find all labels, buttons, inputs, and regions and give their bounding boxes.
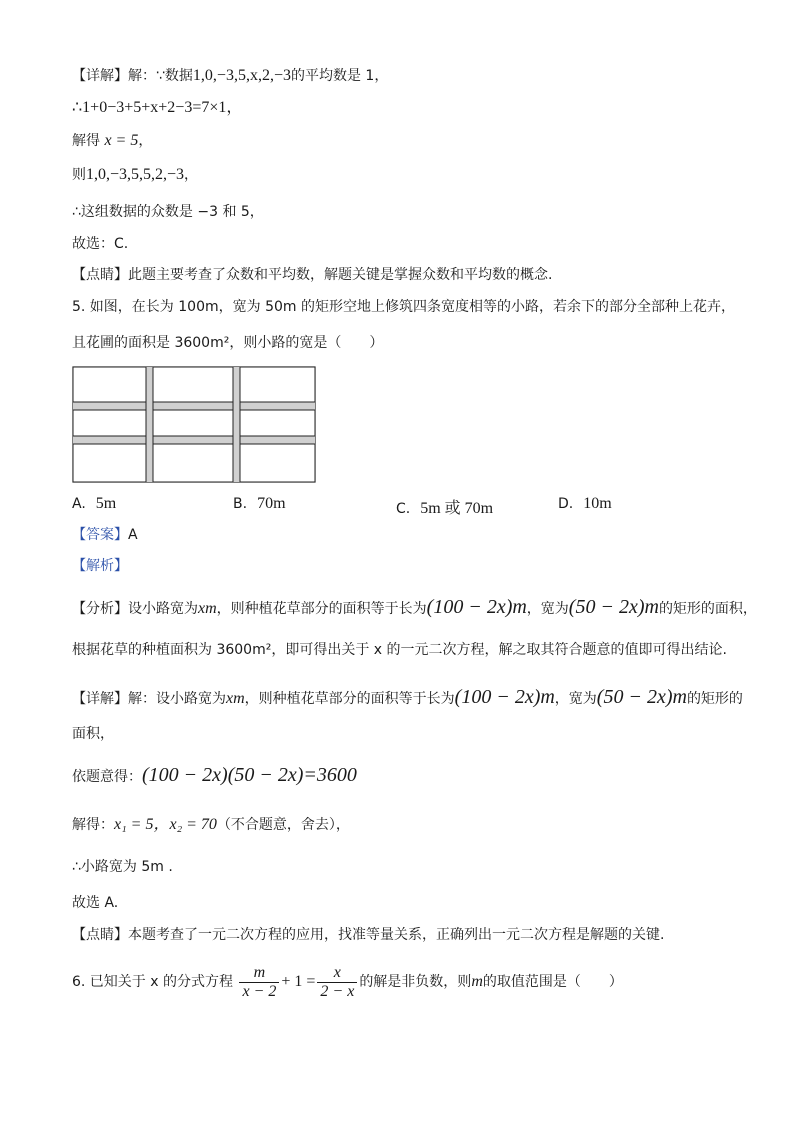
option-b[interactable] — [233, 495, 286, 513]
length-expr: (100 − 2x)m — [454, 686, 555, 708]
fenxi-text: ，宽为 — [526, 601, 569, 617]
plot — [240, 444, 315, 482]
option-letter: A. — [72, 496, 86, 512]
q5-stem-line-1: 5. 如图，在长为 100m，宽为 50m 的矩形空地上修筑四条宽度相等的小路，若余下的部分全部种上花卉， — [72, 299, 735, 315]
xiangjie-line-4 — [72, 816, 350, 834]
plot — [153, 410, 233, 436]
xiangjie-line-6: 故选 A. — [72, 895, 119, 911]
fraction-x-over-2-minus-x — [317, 964, 357, 1001]
xiangjie-text: ，则种植花草部分的面积等于长为 — [244, 691, 455, 707]
detail-line-3 — [72, 132, 152, 150]
dianjing-tag: 【点睛】 — [72, 927, 128, 943]
option-a[interactable] — [72, 495, 116, 513]
xiangjie-text: ，宽为 — [554, 691, 597, 707]
option-value: 5m — [95, 495, 117, 512]
path-width-var: xm — [198, 600, 217, 617]
option-value: 70m — [257, 495, 286, 512]
option-d[interactable] — [558, 495, 612, 513]
answer-line — [72, 526, 138, 544]
fenxi-line-1 — [72, 598, 757, 618]
q6-text: 的解是非负数，则 — [359, 974, 472, 990]
dianjing-text: 此题主要考查了众数和平均数，解题关键是掌握众数和平均数的概念. — [128, 267, 553, 283]
answer-value: A — [128, 527, 138, 543]
detail-line-1 — [72, 67, 388, 85]
roots-label: 解得： — [72, 817, 114, 833]
q5-figure — [72, 366, 316, 484]
option-letter: C. — [396, 501, 411, 517]
plot — [153, 367, 233, 402]
option-letter: B. — [233, 496, 248, 512]
width-expr: (50 − 2x)m — [568, 596, 659, 618]
length-expr: (100 − 2x)m — [426, 596, 527, 618]
xiangjie-text: 的矩形的 — [686, 691, 743, 707]
option-value: 10m — [583, 495, 612, 512]
solve-math: x = 5 — [104, 132, 139, 149]
q6-text: 的取值范围是（ ） — [482, 974, 623, 990]
width-expr: (50 − 2x)m — [596, 686, 687, 708]
q6-stem — [72, 962, 623, 1002]
dianjing-line — [72, 266, 552, 284]
plot — [73, 444, 146, 482]
xiangjie-line-2: 面积， — [72, 726, 114, 742]
detail-line-5: ∴这组数据的众数是 −3 和 5， — [72, 204, 264, 220]
plot — [153, 444, 233, 482]
fraction-numerator: m — [239, 964, 279, 983]
option-value: 5m 或 70m — [420, 500, 494, 517]
xiangjie-line-1 — [72, 688, 743, 708]
fraction-m-over-x-minus-2 — [239, 964, 279, 1001]
q6-var-m: m — [471, 973, 483, 990]
fraction-numerator: x — [317, 964, 357, 983]
option-c[interactable] — [396, 495, 493, 518]
horizontal-path-1 — [73, 402, 315, 410]
dianjing-text: 本题考查了一元二次方程的应用，找准等量关系，正确列出一元二次方程是解题的关键. — [128, 927, 665, 943]
horizontal-path-2 — [73, 436, 315, 444]
fenxi-line-2: 根据花草的种植面积为 3600m²，即可得出关于 x 的一元二次方程，解之取其符合题意的值即可得出结论. — [72, 642, 727, 658]
equation-label: 依题意得： — [72, 769, 142, 785]
detail-tail: 的平均数是 1， — [290, 68, 389, 84]
equation: (100 − 2x)(50 − 2x)=3600 — [142, 764, 357, 786]
plot — [73, 367, 146, 402]
roots-note: （不合题意，舍去）， — [216, 817, 350, 833]
option-letter: D. — [558, 496, 574, 512]
answer-tag: 【答案】 — [72, 527, 128, 543]
data-set: 1,0,−3,5,x,2,−3 — [192, 67, 291, 84]
detail-text: 解：∵数据 — [128, 68, 193, 84]
fenxi-text: ，则种植花草部分的面积等于长为 — [216, 601, 427, 617]
detail-line-4 — [72, 166, 198, 184]
then-label: 则 — [72, 167, 86, 183]
roots: x₁ = 5，x₂ = 70 — [114, 816, 217, 833]
plot — [240, 410, 315, 436]
q6-equals: + 1 = — [281, 973, 316, 990]
then-tail: ， — [184, 167, 199, 183]
vertical-path-1 — [146, 367, 153, 482]
q6-text: 6. 已知关于 x 的分式方程 — [72, 974, 233, 990]
q5-dianjing-line — [72, 926, 664, 944]
plot — [240, 367, 315, 402]
then-math: 1,0,−3,5,5,2,−3 — [86, 166, 185, 183]
analysis-tag: 【解析】 — [72, 558, 128, 574]
fenxi-tag: 【分析】 — [72, 601, 128, 617]
xiangjie-line-3 — [72, 766, 357, 786]
fenxi-text: 的矩形的面积， — [658, 601, 757, 617]
solve-tail: ， — [138, 133, 153, 149]
xiangjie-line-5: ∴小路宽为 5m . — [72, 859, 173, 875]
path-width-var: xm — [226, 690, 245, 707]
vertical-path-2 — [233, 367, 240, 482]
dianjing-tag: 【点睛】 — [72, 267, 128, 283]
detail-tag: 【详解】 — [72, 68, 128, 84]
plot — [73, 410, 146, 436]
q5-stem-line-2: 且花圃的面积是 3600m²，则小路的宽是（ ） — [72, 335, 384, 351]
detail-line-6: 故选：C. — [72, 236, 129, 252]
fenxi-text: 设小路宽为 — [128, 601, 198, 617]
solve-label: 解得 — [72, 133, 100, 149]
detail-line-2: ∴1+0−3+5+x+2−3=7×1， — [72, 99, 243, 116]
fraction-denominator: x − 2 — [242, 982, 277, 1000]
xiangjie-tag: 【详解】 — [72, 691, 128, 707]
fraction-denominator: 2 − x — [320, 982, 355, 1000]
xiangjie-text: 解：设小路宽为 — [128, 691, 226, 707]
